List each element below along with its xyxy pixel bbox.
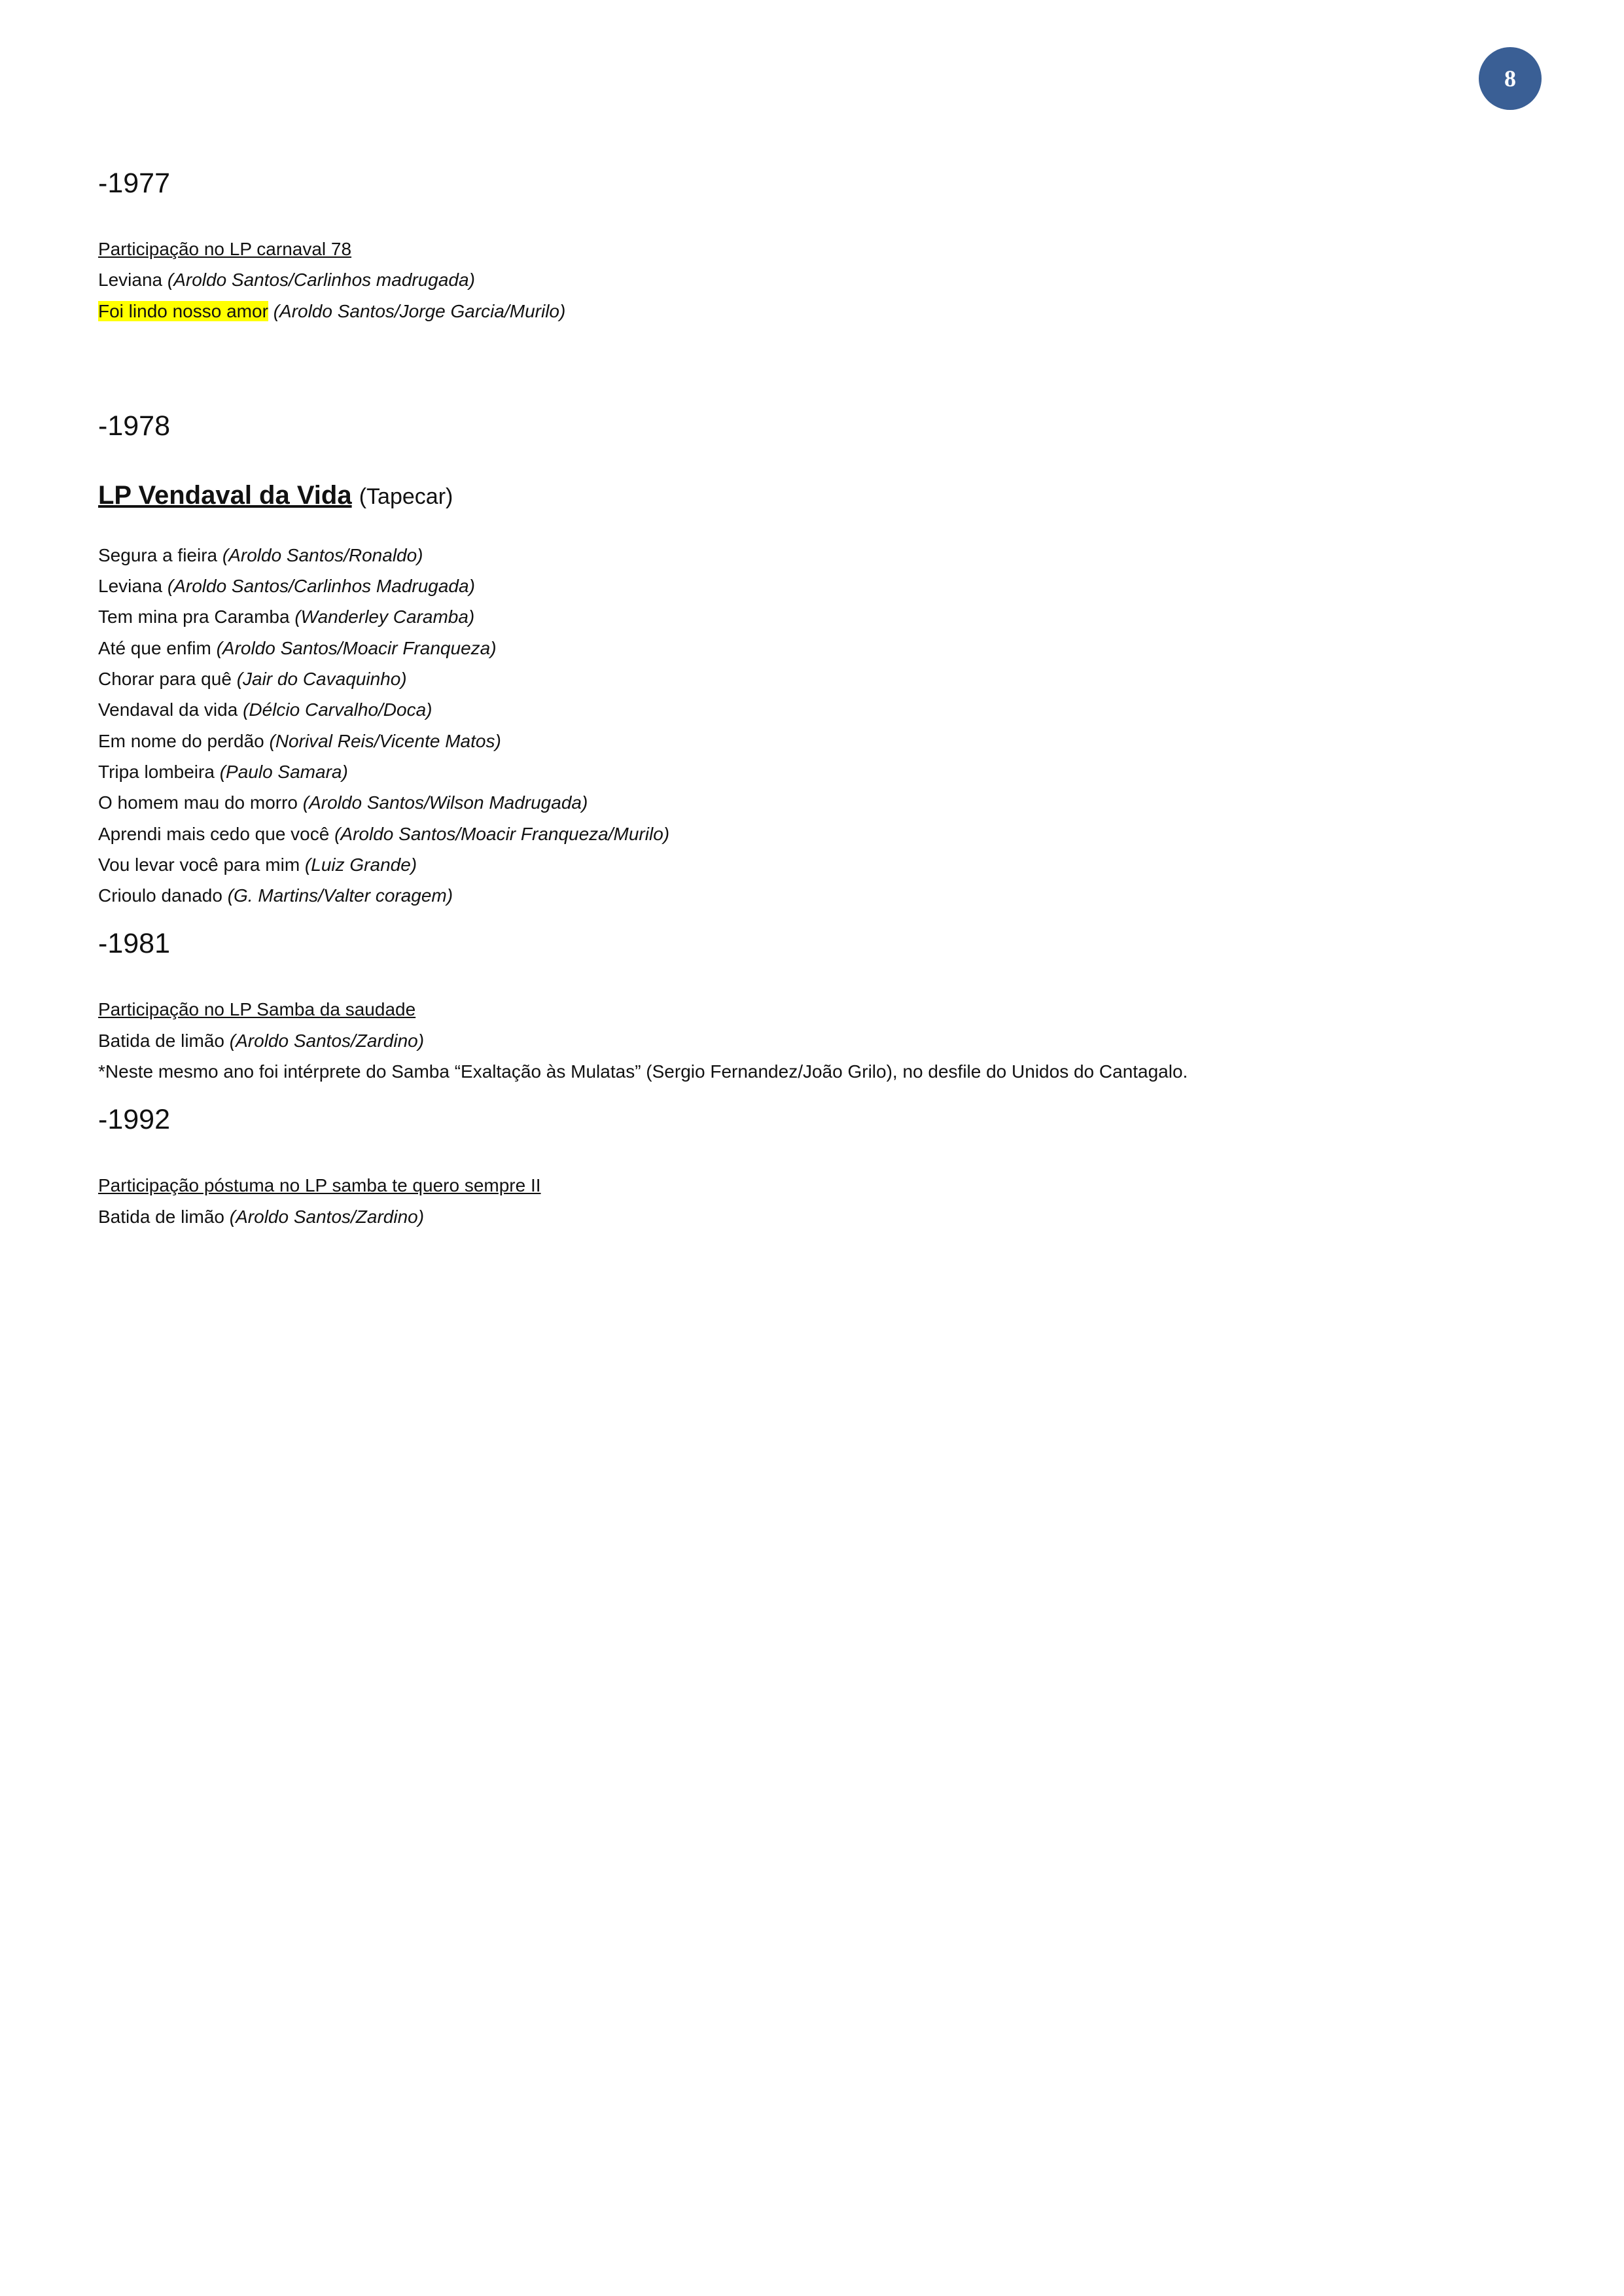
- album-heading: LP Vendaval da Vida (Tapecar): [98, 480, 453, 510]
- track-line: Batida de limão (Aroldo Santos/Zardino): [98, 1030, 425, 1051]
- track-line: Até que enfim (Aroldo Santos/Moacir Franqueza): [98, 637, 497, 658]
- section-note: *Neste mesmo ano foi intérprete do Samba “Exaltação às Mulatas” (Sergio Fernandez/João Grilo), no desfile do Unidos do Cantagalo.: [98, 1061, 1188, 1082]
- track-line: Chorar para quê (Jair do Cavaquinho): [98, 669, 407, 690]
- track-line: Leviana (Aroldo Santos/Carlinhos madrugada): [98, 270, 475, 291]
- track-line: Vou levar você para mim (Luiz Grande): [98, 854, 417, 875]
- section-heading: Participação póstuma no LP samba te quero sempre II: [98, 1175, 541, 1196]
- track-line: Em nome do perdão (Norival Reis/Vicente Matos): [98, 730, 501, 751]
- section-heading: Participação no LP carnaval 78: [98, 239, 352, 259]
- page-number-badge: 8: [1479, 47, 1542, 110]
- section-heading: Participação no LP Samba da saudade: [98, 999, 416, 1020]
- track-line: O homem mau do morro (Aroldo Santos/Wilson Madrugada): [98, 792, 588, 813]
- track-line: Batida de limão (Aroldo Santos/Zardino): [98, 1206, 425, 1227]
- section-year: -1977: [98, 168, 170, 199]
- track-line: Segura a fieira (Aroldo Santos/Ronaldo): [98, 544, 423, 565]
- track-line: Crioulo danado (G. Martins/Valter coragem): [98, 885, 453, 906]
- section-year: -1978: [98, 410, 170, 442]
- track-line: Tem mina pra Caramba (Wanderley Caramba): [98, 607, 475, 627]
- track-line: Aprendi mais cedo que você (Aroldo Santos/Moacir Franqueza/Murilo): [98, 823, 670, 844]
- highlighted-track-title: Foi lindo nosso amor: [98, 300, 268, 321]
- track-line: Tripa lombeira (Paulo Samara): [98, 761, 348, 782]
- track-line: Vendaval da vida (Délcio Carvalho/Doca): [98, 699, 432, 720]
- section-year: -1992: [98, 1104, 170, 1136]
- section-year: -1981: [98, 928, 170, 960]
- document-body: [98, 164, 1472, 1232]
- track-line: Foi lindo nosso amor (Aroldo Santos/Jorge Garcia/Murilo): [98, 300, 566, 321]
- track-line: Leviana (Aroldo Santos/Carlinhos Madrugada): [98, 576, 475, 597]
